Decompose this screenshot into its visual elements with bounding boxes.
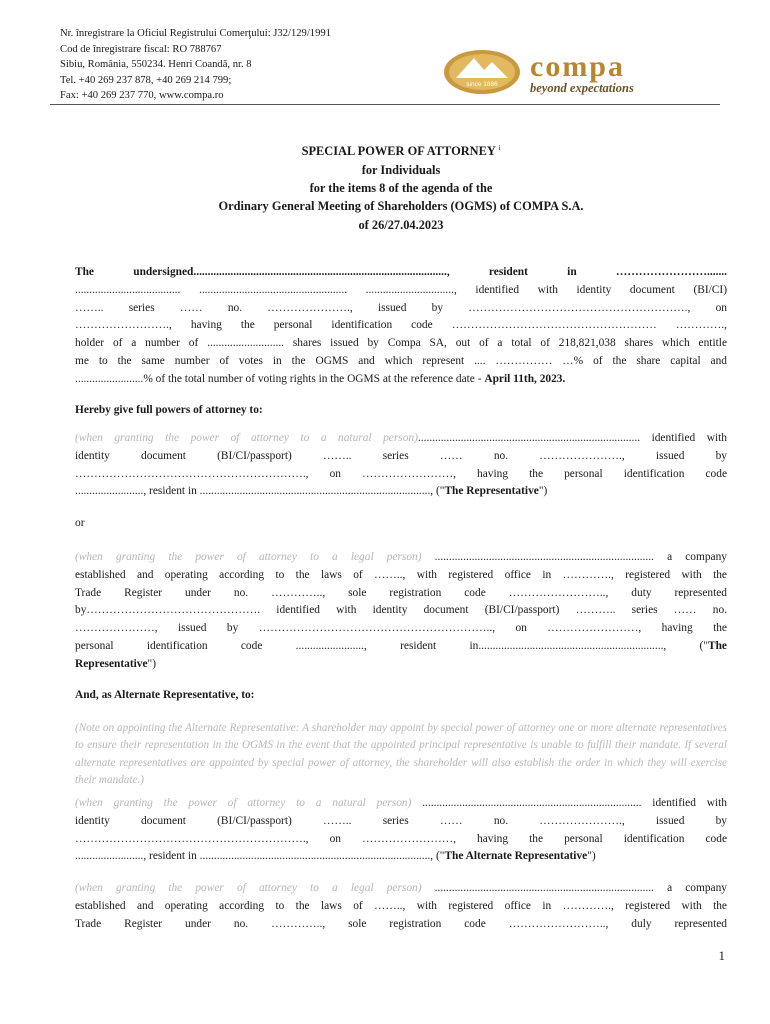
letterhead [60, 26, 720, 106]
or-separator [75, 515, 727, 533]
representative-label: Representative [75, 657, 148, 670]
rep-natural-line [75, 430, 727, 448]
intro-paragraph [75, 264, 727, 389]
alternate-heading-text: And, as Alternate Representative, to: [75, 689, 255, 701]
alt-natural-line1: ............................................................................. identified with [411, 797, 727, 809]
intro-line: me to the same number of votes in the OGMS and which represent .... …………… …% of the share capital and [75, 354, 727, 367]
title-main: SPECIAL POWER OF ATTORNEY [301, 144, 496, 159]
rep-legal-line1: ............................................................................. a company [421, 551, 727, 563]
rep-legal-line [75, 638, 727, 656]
intro-the-undersigned: The undersigned........................................................................................., resident in ……………………....... [75, 266, 727, 278]
rep-legal-line: Trade Register under no. ………….., sole registration code …………………….., duty represented [75, 586, 727, 599]
rep-legal-line6-bold: The [708, 639, 727, 652]
alt-natural-line [75, 795, 727, 813]
natural-person-hint: (when granting the power of attorney to a natural person) [75, 432, 418, 444]
alternate-representative-label: The Alternate Representative [444, 850, 588, 863]
rep-legal-line6: personal identification code ........................, resident in................................................................., (" [75, 639, 708, 652]
registration-number: Nr. înregistrare la Oficiul Registrului Comerţului: J32/129/1991 [60, 28, 331, 39]
phone: Tel. +40 269 237 878, +40 269 214 799; [60, 74, 232, 86]
alt-natural-line4: ........................, resident in ................................................................................., (" [75, 850, 445, 863]
rep-legal-line: …………………, issued by …………………………………………………….., on ……………………, having the [75, 622, 727, 635]
reference-date: April 11th, 2023. [484, 372, 566, 385]
rep-legal-line [75, 549, 727, 567]
alternate-heading [75, 687, 727, 705]
intro-line [75, 371, 727, 389]
alt-legal-line: Trade Register under no. ………….., sole registration code …………………….., duly represented [75, 917, 727, 930]
rep-natural-line4-end: ") [538, 485, 548, 498]
legal-person-hint: (when granting the power of attorney to a legal person) [75, 882, 422, 894]
title-meeting: Ordinary General Meeting of Shareholders (OGMS) of COMPA S.A. [218, 199, 584, 214]
logo-tagline: beyond expectations [530, 81, 634, 95]
rep-natural-line [75, 483, 727, 501]
alt-natural-line [75, 848, 727, 866]
rep-legal-line: established and operating according to the laws of …….., with registered office in …………., registered with the [75, 568, 727, 581]
rep-natural-line1: .............................................................................. identified with [417, 432, 727, 444]
rep-natural-line4: ........................, resident in ................................................................................., (" [75, 485, 445, 498]
logo-since: since 1886 [466, 81, 498, 88]
alt-legal-line [75, 880, 727, 898]
intro-line: ..................................... .................................................... ..............................., identified with identity document (BI/CI) [75, 283, 727, 296]
title-date: of 26/27.04.2023 [358, 217, 444, 232]
alternate-natural-block [75, 795, 727, 866]
alt-natural-line4-end: ") [587, 850, 596, 863]
alt-natural-line: ……………………………………………………., on ……………………, having the personal identification code [75, 832, 727, 845]
address: Sibiu, România, 550234. Henri Coandă, nr. 8 [60, 59, 252, 71]
grant-heading [75, 402, 727, 420]
page-number: 1 [718, 948, 725, 963]
title-subtitle: for Individuals [361, 162, 441, 177]
alt-legal-line: established and operating according to the laws of …….., with registered office in …………., registered with the [75, 899, 727, 912]
logo-brand: compa [530, 50, 625, 83]
intro-last-text: ........................% of the total number of voting rights in the OGMS at the reference date - [75, 372, 485, 385]
compa-logo [442, 48, 692, 96]
intro-line: holder of a number of ........................... shares issued by Compa SA, out of a total of 218,821,038 shares which entitle [75, 337, 727, 350]
rep-legal-line7-end: ") [147, 657, 156, 670]
representative-legal-block [75, 549, 727, 674]
representative-label: The Representative [444, 485, 539, 498]
title-agenda: for the items 8 of the agenda of the [309, 180, 493, 195]
rep-legal-line: by………………………………………. identified with identity document (BI/CI/passport) ……….. series …… no. [75, 604, 727, 617]
intro-line [75, 264, 727, 282]
fax-web: Fax: +40 269 237 770, www.compa.ro [60, 90, 224, 102]
alternate-legal-block [75, 880, 727, 933]
natural-person-hint: (when granting the power of attorney to a natural person) [75, 797, 412, 809]
alternate-note: (Note on appointing the Alternate Representative: A shareholder may appoint by special power of attorney one or more alternate representatives to ensure their representation in the OGMS in the event that the appointed principal representative is unable to fulfill their mandate. If several alternate representatives are appointed by special power of attorney, the shareholder will also establish the order in which they will exercise their mandate.) [75, 722, 727, 787]
alt-legal-line1: ............................................................................. a company [421, 882, 727, 894]
representative-natural-block [75, 430, 727, 501]
legal-person-hint: (when granting the power of attorney to a legal person) [75, 551, 422, 563]
header-divider [50, 104, 720, 105]
footnote-mark: i [498, 144, 501, 152]
fiscal-code: Cod de înregistrare fiscal: RO 788767 [60, 43, 222, 55]
document-title [60, 139, 742, 234]
intro-line: …….. series …… no. …………………., issued by …………………………………………………., on [75, 301, 727, 314]
or-text: or [75, 517, 85, 529]
company-details [60, 26, 331, 104]
rep-natural-line: ……………………………………………………., on ……………………, having the personal identification code [75, 467, 727, 480]
rep-natural-line: identity document (BI/CI/passport) …….. series …… no. …………………., issued by [75, 449, 727, 462]
alt-natural-line: identity document (BI/CI/passport) …….. series …… no. …………………., issued by [75, 814, 727, 827]
grant-heading-text: Hereby give full powers of attorney to: [75, 404, 263, 416]
intro-line: ……………………., having the personal identification code ……………………………………………… …………., [75, 319, 727, 332]
rep-legal-line [75, 656, 727, 674]
